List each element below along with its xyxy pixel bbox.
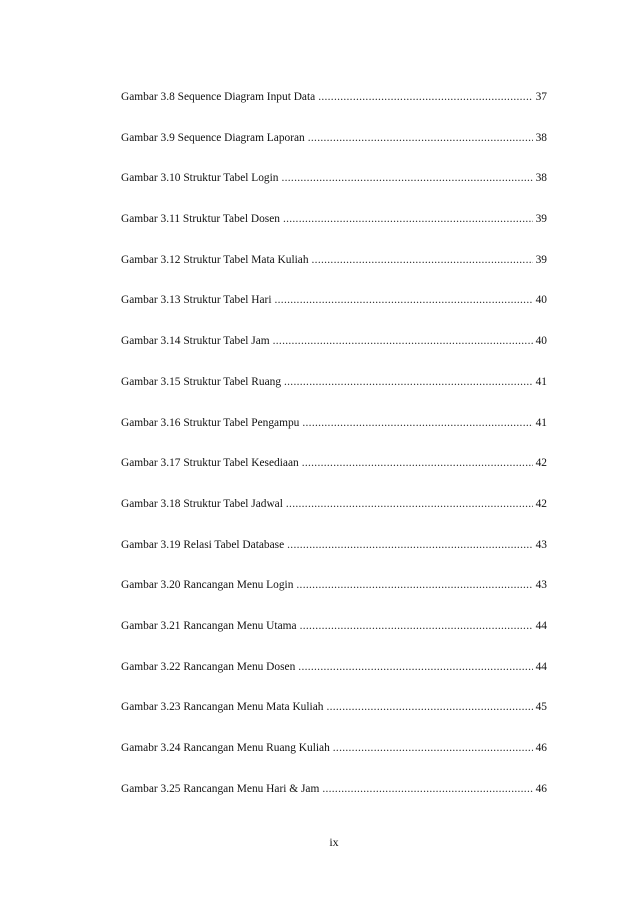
toc-dot-leader (308, 132, 533, 145)
toc-entry-title: Gambar 3.15 Struktur Tabel Ruang (121, 375, 282, 388)
toc-entry-title: Gambar 3.18 Struktur Tabel Jadwal (121, 497, 283, 510)
toc-dot-leader (302, 417, 532, 430)
toc-entry (121, 132, 547, 145)
toc-entry-title: Gambar 3.23 Rancangan Menu Mata Kuliah (121, 701, 324, 714)
toc-entry-page: 42 (535, 497, 547, 510)
toc-dot-leader (300, 620, 533, 633)
toc-entry-title: Gambar 3.11 Struktur Tabel Dosen (121, 213, 280, 226)
toc-entry (121, 742, 547, 755)
toc-dot-leader (333, 742, 533, 755)
toc-entry-page: 44 (535, 619, 547, 632)
toc-entry-title: Gambar 3.12 Struktur Tabel Mata Kuliah (121, 253, 309, 266)
toc-dot-leader (302, 457, 533, 470)
toc-entry (121, 335, 547, 348)
toc-entry (121, 701, 547, 714)
toc-entry-page: 38 (535, 172, 547, 185)
toc-entry (121, 539, 547, 552)
toc-entry-title: Gambar 3.10 Struktur Tabel Login (121, 172, 279, 185)
toc-entry-title: Gambar 3.16 Struktur Tabel Pengampu (121, 416, 300, 429)
toc-entry (121, 213, 547, 226)
toc-dot-leader (281, 172, 532, 185)
toc-entry-page: 39 (535, 213, 547, 226)
toc-entry (121, 417, 547, 430)
toc-dot-leader (286, 498, 533, 511)
toc-entry-page: 42 (535, 457, 547, 470)
table-of-figures (121, 91, 547, 823)
toc-entry (121, 254, 547, 267)
toc-entry (121, 91, 547, 104)
toc-entry-page: 37 (535, 91, 547, 103)
toc-entry (121, 783, 547, 796)
toc-entry-page: 41 (535, 416, 547, 429)
toc-entry-page: 39 (535, 253, 547, 266)
toc-dot-leader (283, 213, 533, 226)
toc-entry-page: 40 (535, 294, 547, 307)
toc-entry-page: 46 (535, 782, 547, 795)
toc-entry-page: 40 (535, 335, 547, 348)
toc-entry-title: Gambar 3.9 Sequence Diagram Laporan (121, 131, 305, 144)
page-number: ix (329, 835, 339, 849)
toc-entry-title: Gambar 3.20 Rancangan Menu Login (121, 579, 294, 592)
toc-entry-title: Gambar 3.14 Struktur Tabel Jam (121, 335, 270, 348)
toc-dot-leader (296, 579, 532, 592)
toc-dot-leader (275, 294, 533, 307)
toc-dot-leader (284, 376, 533, 389)
toc-entry-page: 46 (535, 742, 547, 754)
toc-entry (121, 498, 547, 511)
toc-entry-page: 43 (535, 579, 547, 592)
toc-dot-leader (312, 254, 533, 267)
toc-dot-leader (318, 91, 532, 104)
toc-entry-title: Gamabr 3.24 Rancangan Menu Ruang Kuliah (121, 742, 330, 754)
toc-entry (121, 457, 547, 470)
toc-dot-leader (273, 335, 533, 348)
toc-entry-page: 45 (535, 701, 547, 714)
toc-entry (121, 620, 547, 633)
toc-entry-title: Gambar 3.13 Struktur Tabel Hari (121, 294, 272, 307)
toc-entry-title: Gambar 3.25 Rancangan Menu Hari & Jam (121, 782, 320, 795)
toc-entry-page: 41 (535, 375, 547, 388)
toc-dot-leader (287, 539, 532, 552)
toc-entry-title: Gambar 3.22 Rancangan Menu Dosen (121, 660, 296, 673)
toc-entry-page: 38 (535, 131, 547, 144)
toc-entry-title: Gambar 3.21 Rancangan Menu Utama (121, 619, 297, 632)
toc-entry-title: Gambar 3.8 Sequence Diagram Input Data (121, 91, 316, 103)
toc-entry-title: Gambar 3.19 Relasi Tabel Database (121, 538, 285, 551)
toc-entry-title: Gambar 3.17 Struktur Tabel Kesediaan (121, 457, 299, 470)
toc-entry (121, 172, 547, 185)
toc-entry (121, 376, 547, 389)
toc-entry (121, 661, 547, 674)
toc-dot-leader (298, 661, 532, 674)
toc-dot-leader (322, 783, 532, 796)
toc-entry (121, 294, 547, 307)
toc-entry (121, 579, 547, 592)
toc-entry-page: 43 (535, 538, 547, 551)
toc-entry-page: 44 (535, 660, 547, 673)
toc-dot-leader (326, 701, 532, 714)
